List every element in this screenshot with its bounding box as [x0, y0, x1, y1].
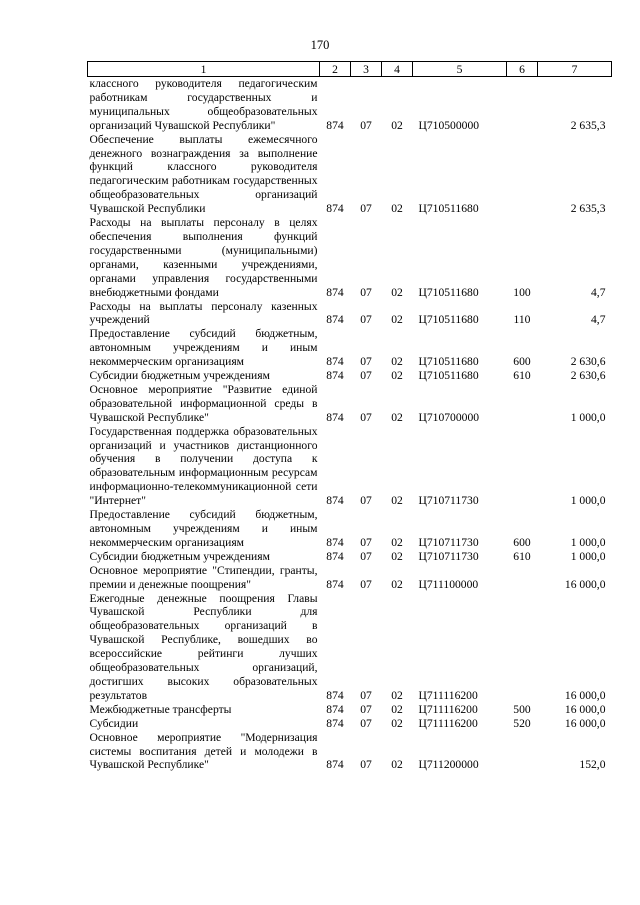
amount: 16 000,0	[564, 577, 606, 591]
section-code: 07	[360, 758, 372, 772]
page-number: 170	[310, 38, 330, 52]
target-article: Ц710511680	[418, 313, 479, 327]
subsection-code: 02	[391, 494, 403, 508]
expense-type: 610	[513, 369, 531, 383]
target-article: Ц710511680	[418, 202, 479, 216]
admin-code: 874	[326, 118, 344, 132]
header-row	[88, 62, 612, 77]
subsection-code: 02	[391, 577, 403, 591]
section-code: 07	[360, 285, 372, 299]
table-row	[88, 703, 612, 717]
row-name: Расходы на выплаты персоналу казенных учреждений	[89, 299, 318, 327]
amount: 4,7	[591, 285, 606, 299]
section-code: 07	[360, 535, 372, 549]
header-cell: 2	[320, 62, 351, 77]
subsection-code: 02	[391, 549, 403, 563]
amount: 4,7	[591, 313, 606, 327]
expense-type: 600	[513, 535, 531, 549]
table-row	[88, 564, 612, 592]
admin-code: 874	[326, 202, 344, 216]
table-row	[88, 133, 612, 216]
target-article: Ц711100000	[418, 577, 479, 591]
admin-code: 874	[326, 535, 344, 549]
table-row	[88, 383, 612, 425]
amount: 16 000,0	[564, 688, 606, 702]
expense-type: 610	[513, 549, 531, 563]
table-row	[88, 731, 612, 773]
subsection-code: 02	[391, 410, 403, 424]
section-code: 07	[360, 355, 372, 369]
expense-type: 500	[513, 702, 531, 716]
amount: 1 000,0	[570, 549, 606, 563]
subsection-code: 02	[391, 758, 403, 772]
table-row	[88, 550, 612, 564]
amount: 2 635,3	[570, 202, 606, 216]
budget-table	[87, 61, 612, 772]
row-name: Субсидии бюджетным учреждениям	[89, 369, 270, 383]
table-row	[88, 369, 612, 383]
admin-code: 874	[326, 716, 344, 730]
row-name: Субсидии	[89, 716, 139, 730]
header-cell: 4	[382, 62, 413, 77]
expense-type	[507, 133, 538, 216]
section-code: 07	[360, 313, 372, 327]
table-row	[88, 300, 612, 328]
admin-code: 874	[326, 702, 344, 716]
subsection-code: 02	[391, 535, 403, 549]
subsection-code: 02	[391, 313, 403, 327]
expense-type: 520	[513, 716, 531, 730]
admin-code: 874	[326, 688, 344, 702]
expense-type: 600	[513, 355, 531, 369]
amount: 2 630,6	[570, 369, 606, 383]
subsection-code: 02	[391, 202, 403, 216]
admin-code: 874	[326, 369, 344, 383]
section-code: 07	[360, 494, 372, 508]
table-row	[88, 592, 612, 703]
expense-type	[507, 425, 538, 508]
subsection-code: 02	[391, 369, 403, 383]
row-name: Основное мероприятие "Развитие единой образовательной информационной среды в Чувашской Республике"	[89, 382, 318, 424]
header-cell: 3	[351, 62, 382, 77]
amount: 1 000,0	[570, 494, 606, 508]
expense-type	[507, 731, 538, 773]
section-code: 07	[360, 577, 372, 591]
target-article: Ц710511680	[418, 285, 479, 299]
row-name: Расходы на выплаты персоналу в целях обеспечения выполнения функций государственными (муниципальными) органами, казенными учреждениями, органами управления государственными внебюджетными фондами	[89, 216, 318, 299]
section-code: 07	[360, 369, 372, 383]
header-cell: 7	[538, 62, 612, 77]
section-code: 07	[360, 702, 372, 716]
target-article: Ц710711730	[418, 535, 479, 549]
row-name: Основное мероприятие "Модернизация системы воспитания детей и молодежи в Чувашской Республике"	[89, 730, 318, 772]
row-name: Предоставление субсидий бюджетным, автономным учреждениям и иным некоммерческим организациям	[89, 508, 318, 549]
amount: 2 635,3	[570, 118, 606, 132]
admin-code: 874	[326, 494, 344, 508]
section-code: 07	[360, 118, 372, 132]
target-article: Ц710700000	[418, 410, 480, 424]
target-article: Ц711200000	[418, 758, 479, 772]
section-code: 07	[360, 202, 372, 216]
amount: 2 630,6	[570, 355, 606, 369]
table-row	[88, 216, 612, 299]
section-code: 07	[360, 688, 372, 702]
expense-type	[507, 592, 538, 703]
admin-code: 874	[326, 410, 344, 424]
table-row	[88, 327, 612, 369]
row-name: Субсидии бюджетным учреждениям	[89, 549, 270, 563]
admin-code: 874	[326, 313, 344, 327]
subsection-code: 02	[391, 355, 403, 369]
admin-code: 874	[326, 577, 344, 591]
target-article: Ц710500000	[418, 118, 480, 132]
amount: 16 000,0	[564, 702, 606, 716]
subsection-code: 02	[391, 285, 403, 299]
row-name: Государственная поддержка образовательных организаций и участников дистанционного обучения в получении доступа к образовательным информационным ресурсам информационно-телекоммуникационной сети "Интернет"	[89, 424, 318, 508]
target-article: Ц710711730	[418, 549, 479, 563]
row-name: Обеспечение выплаты ежемесячного денежного вознаграждения за выполнение функций классного руководителя педагогическим работникам государственных общеобразовательных организаций Чувашской Республики	[89, 132, 318, 216]
admin-code: 874	[326, 285, 344, 299]
admin-code: 874	[326, 549, 344, 563]
target-article: Ц710511680	[418, 369, 479, 383]
expense-type	[507, 564, 538, 592]
header-cell: 1	[88, 62, 320, 77]
section-code: 07	[360, 410, 372, 424]
subsection-code: 02	[391, 716, 403, 730]
amount: 16 000,0	[564, 716, 606, 730]
amount: 1 000,0	[570, 535, 606, 549]
header-cell: 6	[507, 62, 538, 77]
expense-type: 100	[513, 285, 531, 299]
subsection-code: 02	[391, 702, 403, 716]
amount: 152,0	[579, 758, 606, 772]
table-row	[88, 425, 612, 508]
section-code: 07	[360, 549, 372, 563]
target-article: Ц711116200	[418, 688, 478, 702]
target-article: Ц710511680	[418, 355, 479, 369]
subsection-code: 02	[391, 118, 403, 132]
expense-type	[507, 383, 538, 425]
target-article: Ц711116200	[418, 716, 478, 730]
header-cell: 5	[413, 62, 507, 77]
admin-code: 874	[326, 355, 344, 369]
subsection-code: 02	[391, 688, 403, 702]
target-article: Ц710711730	[418, 494, 479, 508]
row-name: Основное мероприятие "Стипендии, гранты, премии и денежные поощрения"	[89, 563, 318, 591]
expense-type	[507, 77, 538, 133]
amount: 1 000,0	[570, 410, 606, 424]
table-row	[88, 508, 612, 550]
row-name: Предоставление субсидий бюджетным, автономным учреждениям и иным некоммерческим организациям	[89, 327, 318, 369]
section-code: 07	[360, 716, 372, 730]
table-row	[88, 717, 612, 731]
row-name: классного руководителя педагогическим работникам государственных и муниципальных общеобразовательных организаций Чувашской Республики"	[89, 77, 318, 132]
table-row	[88, 77, 612, 133]
row-name: Межбюджетные трансферты	[89, 702, 232, 716]
admin-code: 874	[326, 758, 344, 772]
expense-type: 110	[513, 313, 531, 327]
target-article: Ц711116200	[418, 702, 478, 716]
row-name: Ежегодные денежные поощрения Главы Чувашской Республики для общеобразовательных организаций в Чувашской Республике, вошедших во всероссийские рейтинги лучших общеобразовательных организаций, достигших высоких образовательных результатов	[89, 591, 318, 702]
